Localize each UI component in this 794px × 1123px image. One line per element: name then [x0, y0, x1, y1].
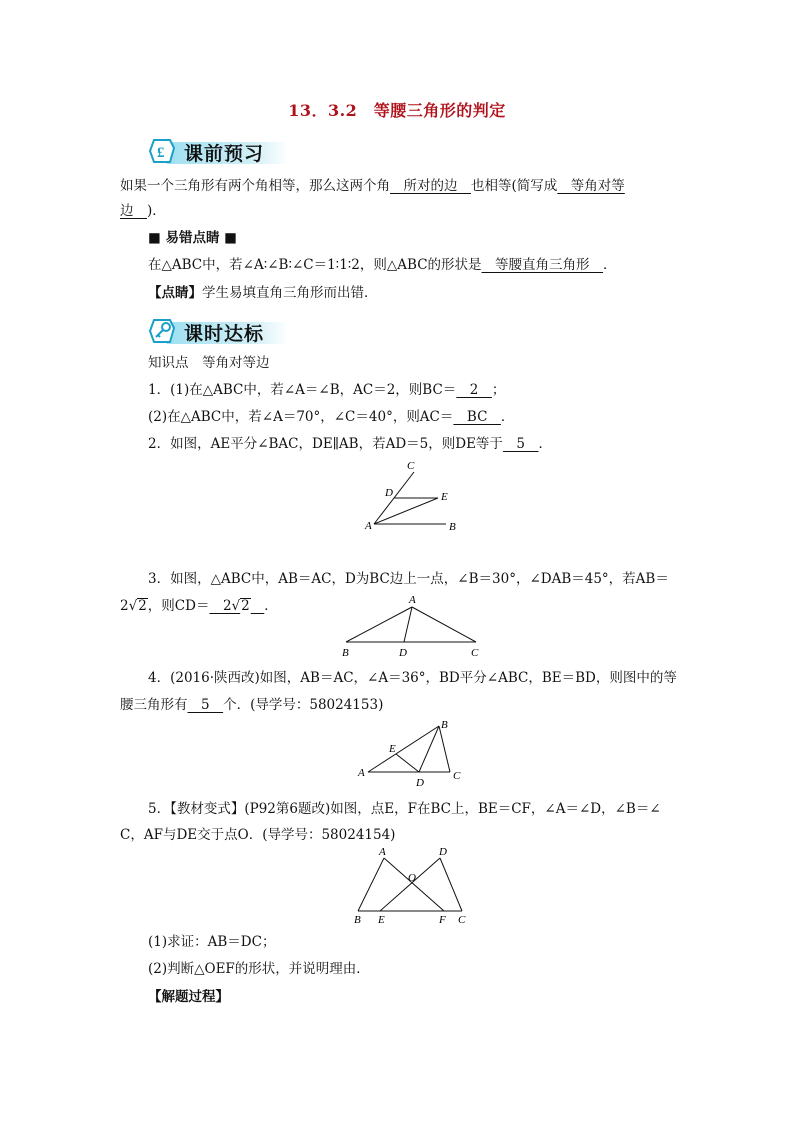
preview-banner	[148, 134, 288, 168]
q5-sub-1: (1)求证：AB＝DC；	[148, 934, 276, 950]
blank-1: 所对的边	[390, 178, 471, 194]
exercise-heading: 课时达标	[184, 323, 265, 345]
q3-line-1: 3．如图，△ABC中，AB＝AC，D为BC边上一点，∠B＝30°，∠DAB＝45°，若AB＝	[148, 571, 669, 587]
fig2-label: C	[407, 460, 415, 472]
mistake-answer: 等腰直角三角形	[481, 257, 604, 273]
fig5-label: B	[354, 914, 361, 926]
mistake-tip: 【点睛】学生易填直角三角形而出错．	[148, 285, 378, 301]
fig3-label: A	[409, 594, 416, 606]
q1a: 1．(1)在△ABC中，若∠A＝∠B，AC＝2，则BC＝ 2 ；	[148, 382, 506, 398]
fig5-label: O	[408, 872, 416, 884]
fig4-label: D	[416, 777, 424, 789]
fig3-label: B	[342, 647, 349, 659]
figure-q3	[338, 590, 488, 660]
preview-line-1: 如果一个三角形有两个角相等，那么这两个角 所对的边 也相等(简写成 等角对等	[120, 178, 625, 194]
preview-heading: 课前预习	[184, 143, 265, 165]
fig5-label: E	[378, 914, 385, 926]
solution-label: 【解题过程】	[148, 989, 229, 1005]
svg-text:£: £	[157, 145, 165, 161]
fig4-label: B	[441, 719, 448, 731]
fig5-label: C	[458, 914, 466, 926]
fig5-label: A	[379, 846, 386, 858]
fig3-label: C	[471, 647, 479, 659]
exercise-banner	[148, 314, 288, 348]
q1b: (2)在△ABC中，若∠A＝70°，∠C＝40°，则AC＝ BC ．	[148, 409, 515, 425]
preview-line-2: 边 )．	[120, 203, 166, 219]
pound-badge-icon	[148, 136, 178, 166]
fig5-label: D	[439, 846, 447, 858]
q5-sub-2: (2)判断△OEF的形状，并说明理由．	[148, 961, 370, 977]
q5-line-1: 5．【教材变式】(P92第6题改)如图，点E，F在BC上，BE＝CF，∠A＝∠D，∠B＝∠	[148, 801, 661, 817]
fig3-label: D	[399, 647, 407, 659]
fig2-label: E	[441, 491, 448, 503]
fig5-label: F	[439, 914, 446, 926]
page-title: 13．3.2 等腰三角形的判定	[288, 101, 506, 120]
figure-q2	[360, 458, 470, 536]
q3-line-2: 2√2，则CD＝ 2√2 ．	[120, 598, 278, 614]
fig2-label: D	[385, 487, 393, 499]
knowledge-point: 知识点 等角对等边	[148, 355, 270, 371]
figure-q5	[350, 843, 475, 928]
key-badge-icon	[148, 316, 178, 346]
fig4-label: C	[453, 770, 461, 782]
fig4-label: A	[358, 767, 365, 779]
mistake-header: ■ 易错点睛 ■	[148, 230, 237, 246]
blank-2a: 等角对等	[557, 178, 625, 194]
blank-2b: 边	[120, 203, 147, 219]
q4-line-2: 腰三角形有 5 个．(导学号：58024153)	[120, 697, 384, 713]
q5-line-2: C，AF与DE交于点O．(导学号：58024154)	[120, 827, 396, 843]
mistake-question: 在△ABC中，若∠A∶∠B∶∠C＝1∶1∶2，则△ABC的形状是 等腰直角三角形 ．	[148, 257, 617, 273]
fig2-label: A	[365, 520, 372, 532]
fig4-label: E	[389, 743, 396, 755]
q4-line-1: 4．(2016·陕西改)如图，AB＝AC，∠A＝36°，BD平分∠ABC，BE＝BD，则图中的等	[148, 670, 677, 686]
fig2-label: B	[449, 521, 456, 533]
figure-q4	[355, 716, 470, 790]
q2: 2．如图，AE平分∠BAC，DE∥AB，若AD＝5，则DE等于 5 ．	[148, 436, 553, 452]
